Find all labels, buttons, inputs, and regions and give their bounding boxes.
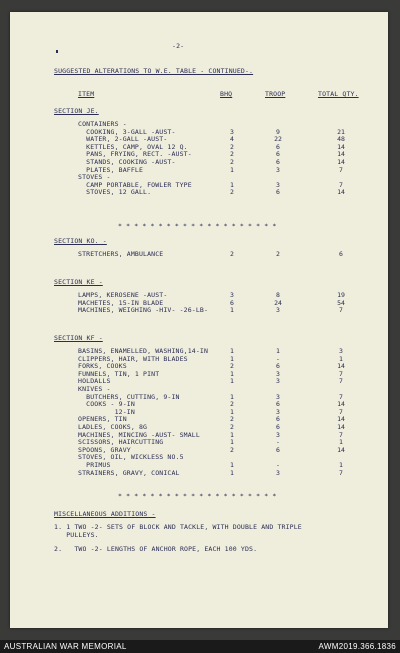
row-bhq-qty: 2 bbox=[230, 158, 234, 166]
row-troop-qty: 2 bbox=[276, 250, 280, 258]
row-total-qty: 14 bbox=[337, 445, 345, 454]
row-troop-qty: - bbox=[276, 438, 280, 447]
row-troop-qty: - bbox=[276, 354, 280, 363]
row-bhq-qty: 2 bbox=[230, 188, 234, 197]
footer-accession-id: AWM2019.366.1836 bbox=[318, 642, 396, 651]
row-item-name: WATER, 2-GALL -AUST- bbox=[78, 135, 168, 144]
row-total-qty: 7 bbox=[339, 180, 343, 189]
row-item-name: PANS, FRYING, RECT. -AUST- bbox=[78, 150, 192, 159]
section-heading: SECTION KF - bbox=[54, 334, 103, 342]
row-item-name: STOVES - bbox=[78, 173, 111, 182]
row-bhq-qty: 2 bbox=[230, 445, 234, 454]
row-troop-qty: 3 bbox=[276, 392, 280, 401]
row-total-qty: 54 bbox=[337, 298, 345, 307]
row-item-name: STANDS, COOKING -AUST- bbox=[78, 158, 176, 166]
row-troop-qty: 6 bbox=[276, 400, 280, 409]
row-troop-qty: 9 bbox=[276, 127, 280, 136]
row-total-qty: 14 bbox=[337, 188, 345, 197]
document-page bbox=[10, 12, 388, 628]
row-bhq-qty: 1 bbox=[230, 430, 234, 439]
row-total-qty: 19 bbox=[337, 291, 345, 299]
header-bhq: BHQ bbox=[220, 90, 233, 98]
row-item-name: STRAINERS, GRAVY, CONICAL bbox=[78, 468, 180, 477]
row-bhq-qty: 3 bbox=[230, 127, 234, 136]
row-bhq-qty: 4 bbox=[230, 135, 234, 144]
row-total-qty: 14 bbox=[337, 415, 345, 424]
row-item-name: 12-IN bbox=[78, 407, 135, 416]
row-item-name: COOKING, 3-GALL -AUST- bbox=[78, 127, 176, 136]
row-bhq-qty: 1 bbox=[230, 407, 234, 416]
row-total-qty: 7 bbox=[339, 377, 343, 386]
row-total-qty: 6 bbox=[339, 250, 343, 258]
row-item-name: SCISSORS, HAIRCUTTING bbox=[78, 438, 164, 447]
row-item-name: PLATES, BAFFLE bbox=[78, 165, 144, 174]
section-heading: SECTION KE - bbox=[54, 278, 103, 286]
row-item-name: FORKS, COOKS bbox=[78, 362, 127, 371]
row-total-qty: 14 bbox=[337, 400, 345, 409]
row-total-qty: 7 bbox=[339, 165, 343, 174]
misc-item-1-line-2: PULLEYS. bbox=[54, 531, 99, 539]
row-bhq-qty: 1 bbox=[230, 165, 234, 174]
row-bhq-qty: 1 bbox=[230, 377, 234, 386]
section-heading: SECTION KO. - bbox=[54, 237, 107, 245]
row-troop-qty: 3 bbox=[276, 165, 280, 174]
row-troop-qty: 6 bbox=[276, 188, 280, 197]
header-total: TOTAL QTY. bbox=[318, 90, 359, 98]
row-troop-qty: 6 bbox=[276, 150, 280, 159]
row-bhq-qty: 2 bbox=[230, 142, 234, 151]
row-total-qty: 1 bbox=[339, 438, 343, 447]
row-item-name: HOLDALLS bbox=[78, 377, 111, 386]
misc-item-2: 2. TWO -2- LENGTHS OF ANCHOR ROPE, EACH 100 YDS. bbox=[54, 545, 258, 553]
row-troop-qty: 3 bbox=[276, 306, 280, 315]
row-bhq-qty: 1 bbox=[230, 180, 234, 189]
row-bhq-qty: 1 bbox=[230, 347, 234, 355]
row-item-name: BASINS, ENAMELLED, WASHING,14-IN bbox=[78, 347, 209, 355]
row-bhq-qty: 1 bbox=[230, 392, 234, 401]
header-item: ITEM bbox=[78, 90, 95, 98]
row-troop-qty: 3 bbox=[276, 430, 280, 439]
row-troop-qty: 24 bbox=[274, 298, 282, 307]
row-bhq-qty: 6 bbox=[230, 298, 234, 307]
row-total-qty: 7 bbox=[339, 430, 343, 439]
row-item-name: BUTCHERS, CUTTING, 9-IN bbox=[78, 392, 180, 401]
row-troop-qty: 3 bbox=[276, 180, 280, 189]
row-troop-qty: 6 bbox=[276, 423, 280, 431]
row-bhq-qty: 1 bbox=[230, 306, 234, 315]
row-bhq-qty: 2 bbox=[230, 250, 234, 258]
row-item-name: LADLES, COOKS, 8G bbox=[78, 423, 148, 431]
separator: * * * * * * * * * * * * * * * * * * * * bbox=[118, 222, 277, 230]
document-title: SUGGESTED ALTERATIONS TO W.E. TABLE - CONTINUED-. bbox=[54, 67, 254, 75]
row-troop-qty: 1 bbox=[276, 347, 280, 355]
row-total-qty: 3 bbox=[339, 347, 343, 355]
row-total-qty: 7 bbox=[339, 369, 343, 378]
row-troop-qty: 8 bbox=[276, 291, 280, 299]
separator-bottom: * * * * * * * * * * * * * * * * * * * * bbox=[118, 492, 277, 500]
page-number: -2- bbox=[172, 42, 185, 50]
row-item-name: KNIVES - bbox=[78, 385, 111, 393]
ink-mark bbox=[56, 50, 58, 53]
row-troop-qty: 3 bbox=[276, 468, 280, 477]
row-total-qty: 14 bbox=[337, 423, 345, 431]
row-item-name: MACHINES, WEIGHING -HIV- -26-LB- bbox=[78, 306, 209, 315]
row-item-name: LAMPS, KEROSENE -AUST- bbox=[78, 291, 168, 299]
row-item-name: MACHETES, 15-IN BLADE bbox=[78, 298, 164, 307]
row-troop-qty: 3 bbox=[276, 369, 280, 378]
row-troop-qty: - bbox=[276, 461, 280, 469]
row-bhq-qty: 2 bbox=[230, 362, 234, 371]
row-troop-qty: 6 bbox=[276, 158, 280, 166]
row-item-name: CLIPPERS, HAIR, WITH BLADES bbox=[78, 354, 188, 363]
row-bhq-qty: 1 bbox=[230, 369, 234, 378]
section-heading: SECTION JE. bbox=[54, 107, 99, 115]
row-total-qty: 1 bbox=[339, 354, 343, 363]
row-troop-qty: 6 bbox=[276, 362, 280, 371]
row-troop-qty: 22 bbox=[274, 135, 282, 144]
row-item-name: MACHINES, MINCING -AUST- SMALL bbox=[78, 430, 200, 439]
row-troop-qty: 3 bbox=[276, 407, 280, 416]
row-total-qty: 21 bbox=[337, 127, 345, 136]
misc-heading: MISCELLANEOUS ADDITIONS - bbox=[54, 510, 156, 518]
row-troop-qty: 6 bbox=[276, 445, 280, 454]
row-item-name: CONTAINERS - bbox=[78, 120, 127, 128]
header-troop: TROOP bbox=[265, 90, 286, 98]
row-total-qty: 48 bbox=[337, 135, 345, 144]
misc-item-1-line-1: 1. 1 TWO -2- SETS OF BLOCK AND TACKLE, WITH DOUBLE AND TRIPLE bbox=[54, 523, 302, 531]
row-bhq-qty: 1 bbox=[230, 438, 234, 447]
row-bhq-qty: 1 bbox=[230, 354, 234, 363]
footer-institution: AUSTRALIAN WAR MEMORIAL bbox=[4, 642, 127, 651]
row-bhq-qty: 2 bbox=[230, 150, 234, 159]
row-item-name: SPOONS, GRAVY bbox=[78, 445, 131, 454]
footer-bar bbox=[0, 640, 400, 653]
row-item-name: STRETCHERS, AMBULANCE bbox=[78, 250, 164, 258]
row-total-qty: 14 bbox=[337, 362, 345, 371]
row-item-name: CAMP PORTABLE, FOWLER TYPE bbox=[78, 180, 192, 189]
row-total-qty: 7 bbox=[339, 306, 343, 315]
row-item-name: PRIMUS bbox=[78, 461, 111, 469]
row-total-qty: 7 bbox=[339, 407, 343, 416]
row-item-name: OPENERS, TIN bbox=[78, 415, 127, 424]
row-item-name: STOVES, OIL, WICKLESS NO.5 bbox=[78, 453, 184, 462]
row-total-qty: 14 bbox=[337, 158, 345, 166]
row-bhq-qty: 2 bbox=[230, 415, 234, 424]
row-total-qty: 14 bbox=[337, 142, 345, 151]
row-bhq-qty: 3 bbox=[230, 291, 234, 299]
row-item-name: STOVES, 12 GALL. bbox=[78, 188, 152, 197]
row-item-name: COOKS - 9-IN bbox=[78, 400, 135, 409]
row-total-qty: 7 bbox=[339, 392, 343, 401]
row-item-name: FUNNELS, TIN, 1 PINT bbox=[78, 369, 160, 378]
row-troop-qty: 3 bbox=[276, 377, 280, 386]
row-total-qty: 7 bbox=[339, 468, 343, 477]
row-total-qty: 14 bbox=[337, 150, 345, 159]
row-bhq-qty: 1 bbox=[230, 468, 234, 477]
row-item-name: KETTLES, CAMP, OVAL 12 Q. bbox=[78, 142, 188, 151]
row-troop-qty: 6 bbox=[276, 415, 280, 424]
row-bhq-qty: 2 bbox=[230, 423, 234, 431]
row-total-qty: 1 bbox=[339, 461, 343, 469]
row-bhq-qty: 2 bbox=[230, 400, 234, 409]
row-bhq-qty: 1 bbox=[230, 461, 234, 469]
row-troop-qty: 6 bbox=[276, 142, 280, 151]
